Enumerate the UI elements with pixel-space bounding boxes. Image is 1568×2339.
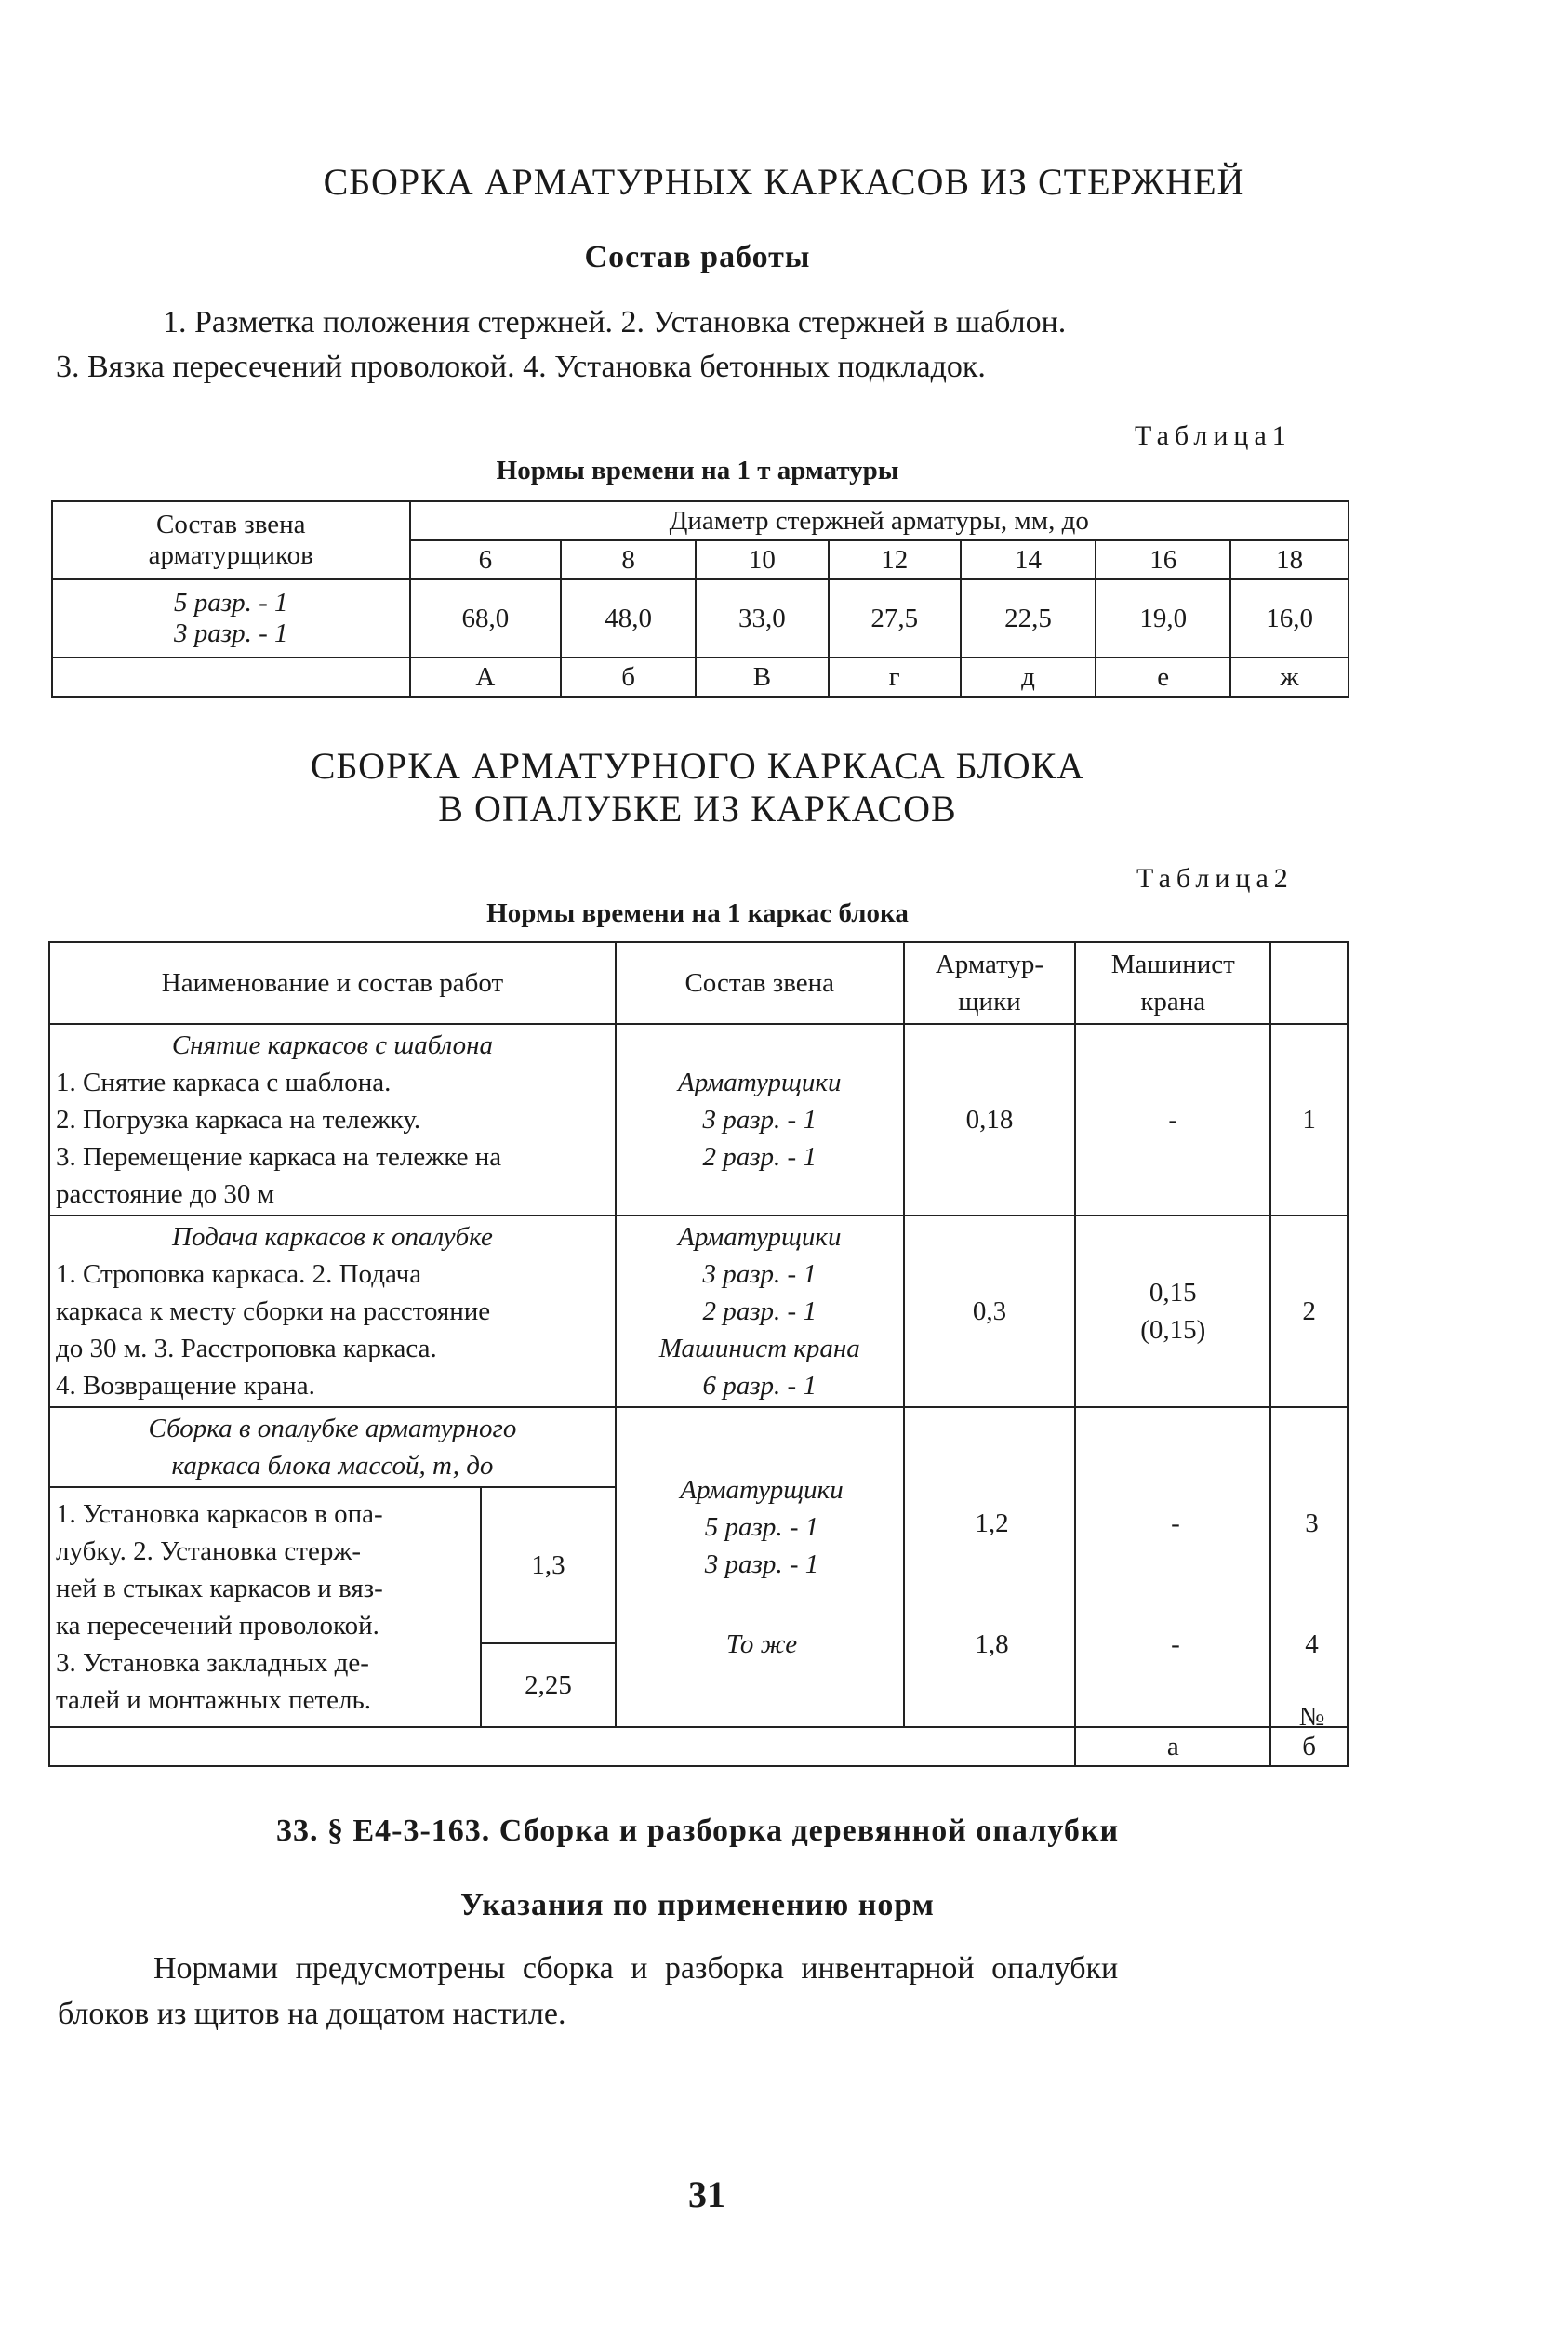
column-letter: ж — [1230, 658, 1349, 697]
value-cell: 19,0 — [1096, 579, 1230, 658]
row3a-crane: - — [1171, 1508, 1180, 1538]
table2-caption: Нормы времени на 1 каркас блока — [486, 898, 909, 928]
row1-crew-line: 3 разр. - 1 — [702, 1105, 817, 1135]
row3-line: ка пересечений проволокой. — [56, 1611, 379, 1641]
header-fitters — [904, 942, 1076, 1024]
row3-line: лубку. 2. Установка стерж- — [56, 1536, 362, 1566]
crew-line1: 5 разр. - 1 — [174, 588, 288, 618]
row3-mass-b: 2,25 — [481, 1643, 616, 1727]
crew-header-line2: арматурщиков — [148, 540, 313, 570]
row1-work — [49, 1024, 616, 1216]
section2-title-line1: СБОРКА АРМАТУРНОГО КАРКАСА БЛОКА — [310, 745, 1085, 787]
row1-crew-line: 2 разр. - 1 — [702, 1142, 817, 1172]
row3-num-spacer — [1270, 1407, 1348, 1727]
column-letter: е — [1096, 658, 1230, 697]
section1-subtitle: Состав работы — [584, 240, 811, 274]
table1 — [51, 500, 1349, 698]
row3a-crew-line: 5 разр. - 1 — [704, 1512, 819, 1542]
header-crane-line2: крана — [1140, 987, 1206, 1017]
row1-crane: - — [1075, 1024, 1270, 1216]
table2-label: Таблица2 — [1136, 863, 1294, 894]
row3-line: 3. Установка закладных де- — [56, 1648, 369, 1678]
row3-work — [49, 1487, 481, 1727]
diameter-16: 16 — [1096, 540, 1230, 579]
row3b-num: 4 — [1305, 1629, 1319, 1659]
row2-crane-line2: (0,15) — [1140, 1315, 1206, 1345]
footer-num: № — [1298, 1702, 1325, 1732]
diameter-14: 14 — [961, 540, 1096, 579]
table1-caption: Нормы времени на 1 т арматуры — [496, 456, 899, 485]
row2-num: 2 — [1270, 1216, 1348, 1407]
row3-title-line2: каркаса блока массой, т, до — [171, 1451, 494, 1481]
header-crane-line1: Машинист — [1110, 950, 1235, 979]
page-number: 31 — [688, 2173, 725, 2215]
row2-line: 4. Возвращение крана. — [56, 1371, 315, 1401]
row3a-crew-line: 3 разр. - 1 — [704, 1549, 819, 1579]
row2-crane-line1: 0,15 — [1149, 1278, 1197, 1308]
footer-empty — [49, 1727, 1075, 1766]
diameter-6: 6 — [410, 540, 562, 579]
column-letter: В — [696, 658, 829, 697]
row2-line: до 30 м. 3. Расстроповка каркаса. — [56, 1334, 437, 1363]
section3-title: 33. § Е4-3-163. Сборка и разборка деревянной опалубки — [275, 1814, 1120, 1848]
table1-crew-header — [52, 501, 410, 579]
row3-title — [49, 1407, 616, 1487]
row1-num: 1 — [1270, 1024, 1348, 1216]
row2-crew-line: 3 разр. - 1 — [702, 1259, 817, 1289]
row2-crane — [1075, 1216, 1270, 1407]
crew-line2: 3 разр. - 1 — [174, 618, 288, 648]
row2-line: каркаса к месту сборки на расстояние — [56, 1296, 491, 1326]
table1-label: Таблица1 — [1135, 420, 1292, 451]
footer-col-b: б — [1270, 1727, 1348, 1766]
value-cell: 68,0 — [410, 579, 562, 658]
row3b-fitters: 1,8 — [975, 1629, 1009, 1659]
value-cell: 22,5 — [961, 579, 1096, 658]
row2-title: Подача каркасов к опалубке — [172, 1222, 493, 1252]
diameter-10: 10 — [696, 540, 829, 579]
row2-crew-line: Машинист крана — [658, 1334, 860, 1363]
row3-line: талей и монтажных петель. — [56, 1685, 371, 1715]
table1-diameter-header: Диаметр стержней арматуры, мм, до — [410, 501, 1349, 540]
row1-crew — [616, 1024, 904, 1216]
section3-line1: Нормами предусмотрены сборка и разборка инвентарной опалубки — [153, 1951, 1119, 1986]
row3-mass-a: 1,3 — [481, 1487, 616, 1643]
row1-crew-line: Арматурщики — [678, 1068, 842, 1097]
diameter-18: 18 — [1230, 540, 1349, 579]
empty-cell — [52, 658, 410, 697]
crew-header-line1: Состав звена — [155, 510, 306, 539]
column-letter: г — [829, 658, 961, 697]
row1-line: 2. Погрузка каркаса на тележку. — [56, 1105, 421, 1135]
value-cell: 33,0 — [696, 579, 829, 658]
row2-crew — [616, 1216, 904, 1407]
value-cell: 48,0 — [561, 579, 696, 658]
row3a-num: 3 — [1305, 1508, 1319, 1538]
footer-col-a: а — [1075, 1727, 1270, 1766]
value-cell: 16,0 — [1230, 579, 1349, 658]
row3a-crew — [618, 1471, 906, 1583]
row2-crew-line: 2 разр. - 1 — [702, 1296, 817, 1326]
diameter-8: 8 — [561, 540, 696, 579]
row1-fitters: 0,18 — [904, 1024, 1076, 1216]
row3-line: ней в стыках каркасов и вяз- — [56, 1574, 383, 1603]
section3-subtitle: Указания по применению норм — [460, 1888, 935, 1922]
row3a-fitters: 1,2 — [975, 1508, 1009, 1538]
header-num — [1270, 942, 1348, 1024]
table1-crew-cell — [52, 579, 410, 658]
section2-title-line2: В ОПАЛУБКЕ ИЗ КАРКАСОВ — [438, 788, 957, 830]
column-letter: А — [410, 658, 562, 697]
header-crew: Состав звена — [616, 942, 904, 1024]
value-cell: 27,5 — [829, 579, 961, 658]
row2-work — [49, 1216, 616, 1407]
column-letter: д — [961, 658, 1096, 697]
row3b-crew: То же — [725, 1629, 798, 1659]
row3b-crane: - — [1171, 1629, 1180, 1659]
row2-fitters: 0,3 — [904, 1216, 1076, 1407]
section1-line1: 1. Разметка положения стержней. 2. Установка стержней в шаблон. — [163, 305, 1067, 339]
row1-line: 3. Перемещение каркаса на тележке на — [56, 1142, 502, 1172]
header-fitters-line2: щики — [958, 987, 1021, 1017]
row1-title: Снятие каркасов с шаблона — [171, 1030, 494, 1060]
diameter-12: 12 — [829, 540, 961, 579]
row1-line: расстояние до 30 м — [56, 1179, 274, 1209]
header-fitters-line1: Арматур- — [935, 950, 1044, 979]
column-letter: б — [561, 658, 696, 697]
row2-line: 1. Строповка каркаса. 2. Подача — [56, 1259, 422, 1289]
header-crane — [1075, 942, 1270, 1024]
section1-title: СБОРКА АРМАТУРНЫХ КАРКАСОВ ИЗ СТЕРЖНЕЙ — [323, 161, 1245, 203]
section3-line2: блоков из щитов на дощатом настиле. — [58, 1997, 566, 2031]
row2-crew-line: Арматурщики — [678, 1222, 842, 1252]
row1-line: 1. Снятие каркаса с шаблона. — [56, 1068, 392, 1097]
row3-fitters-spacer — [904, 1407, 1076, 1727]
row2-crew-line: 6 разр. - 1 — [702, 1371, 817, 1401]
header-work: Наименование и состав работ — [49, 942, 616, 1024]
row3-crane-spacer — [1075, 1407, 1270, 1727]
row3a-crew-line: Арматурщики — [680, 1475, 844, 1505]
row3-title-line1: Сборка в опалубке арматурного — [148, 1414, 517, 1443]
section1-line2: 3. Вязка пересечений проволокой. 4. Установка бетонных подкладок. — [56, 350, 986, 384]
row3-line: 1. Установка каркасов в опа- — [56, 1499, 383, 1529]
